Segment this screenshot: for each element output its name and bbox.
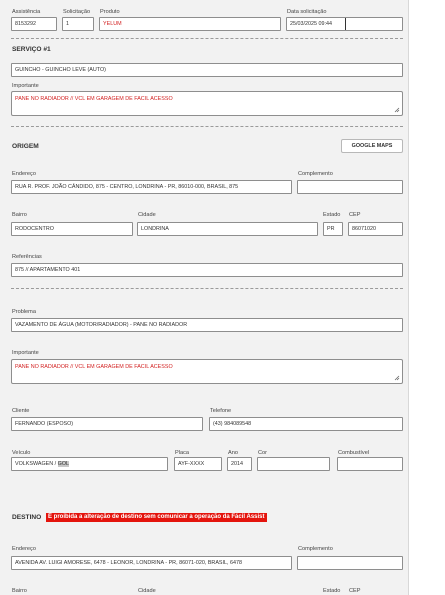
divider: [11, 126, 403, 127]
combustivel-field[interactable]: [337, 457, 403, 471]
origem-complemento-label: Complemento: [298, 171, 333, 177]
destino-cidade-label: Cidade: [138, 588, 156, 594]
data-solicitacao-label: Data solicitação: [287, 9, 327, 15]
divider: [11, 38, 403, 39]
origem-endereco-label: Endereço: [12, 171, 36, 177]
telefone-field[interactable]: (43) 984089548: [209, 417, 403, 431]
problema-field[interactable]: VAZAMENTO DE ÁGUA (MOTOR/RADIADOR) - PANE NO RADIADOR: [11, 318, 403, 332]
field-divider: [345, 18, 346, 30]
veiculo-label: Veículo: [12, 450, 31, 456]
origem-cidade-label: Cidade: [138, 212, 156, 218]
problema-importante-text: PANE NO RADIADOR // VCL EM GARAGEM DE FACIL ACESSO: [15, 364, 173, 370]
divider: [11, 288, 403, 289]
origem-estado-field[interactable]: PR: [323, 222, 343, 236]
veiculo-field[interactable]: [11, 457, 168, 471]
origem-referencias-field[interactable]: 875 // APARTAMENTO 401: [11, 263, 403, 277]
origem-estado-label: Estado: [323, 212, 341, 218]
cor-field[interactable]: [257, 457, 330, 471]
destino-warning-badge: É proibida a alteração de destino sem comunicar a operação da Fácil Assist: [48, 514, 265, 520]
cor-label: Cor: [258, 450, 268, 456]
produto-label: Produto: [100, 9, 120, 15]
solicitacao-field[interactable]: 1: [62, 17, 94, 31]
assistencia-field[interactable]: 8153292: [11, 17, 57, 31]
google-maps-button[interactable]: GOOGLE MAPS: [341, 139, 403, 153]
origem-bairro-field[interactable]: RODOCENTRO: [11, 222, 133, 236]
cliente-label: Cliente: [12, 408, 30, 414]
destino-estado-label: Estado: [323, 588, 341, 594]
servico-importante-textarea[interactable]: [11, 91, 403, 116]
origem-referencias-label: Referências: [12, 254, 42, 260]
resize-handle-icon[interactable]: [394, 375, 400, 381]
resize-handle-icon[interactable]: [394, 107, 400, 113]
produto-field[interactable]: YELUM: [99, 17, 281, 31]
destino-endereco-label: Endereço: [12, 546, 36, 552]
data-solicitacao-value: 25/03/2025 09:44: [290, 21, 332, 27]
servico-importante-text: PANE NO RADIADOR // VCL EM GARAGEM DE FACIL ACESSO: [15, 96, 173, 102]
origem-title: ORIGEM: [12, 143, 39, 150]
problema-label: Problema: [12, 309, 36, 315]
servico-title: SERVIÇO #1: [12, 46, 51, 53]
ano-label: Ano: [228, 450, 238, 456]
destino-endereco-field[interactable]: AVENIDA AV. LUIGI AMORESE, 6478 - LEONOR, LONDRINA - PR, 86071-020, BRASIL, 6478: [11, 556, 292, 570]
destino-bairro-label: Bairro: [12, 588, 27, 594]
destino-cep-label: CEP: [349, 588, 361, 594]
combustivel-label: Combustível: [338, 450, 370, 456]
origem-cep-label: CEP: [349, 212, 361, 218]
placa-label: Placa: [175, 450, 189, 456]
assistencia-label: Assistência: [12, 9, 41, 15]
data-solicitacao-field[interactable]: [286, 17, 403, 31]
origem-cep-field[interactable]: 86071020: [348, 222, 403, 236]
origem-complemento-field[interactable]: [297, 180, 403, 194]
origem-endereco-field[interactable]: RUA R. PROF. JOÃO CÂNDIDO, 875 - CENTRO, LONDRINA - PR, 86010-000, BRASIL, 875: [11, 180, 292, 194]
placa-field[interactable]: AYF-XXXX: [174, 457, 222, 471]
ano-field[interactable]: 2014: [227, 457, 252, 471]
problema-importante-label: Importante: [12, 350, 39, 356]
destino-title: DESTINO: [12, 514, 42, 521]
problema-importante-textarea[interactable]: [11, 359, 403, 384]
solicitacao-label: Solicitação: [63, 9, 91, 15]
veiculo-model-selection: GOL: [57, 461, 70, 467]
destino-complemento-label: Complemento: [298, 546, 333, 552]
origem-bairro-label: Bairro: [12, 212, 27, 218]
veiculo-make: VOLKSWAGEN /: [15, 461, 58, 467]
telefone-label: Telefone: [210, 408, 232, 414]
origem-cidade-field[interactable]: LONDRINA: [137, 222, 318, 236]
cliente-field[interactable]: FERNANDO (ESPOSO): [11, 417, 203, 431]
servico-importante-label: Importante: [12, 83, 39, 89]
destino-complemento-field[interactable]: [297, 556, 403, 570]
servico-type-field[interactable]: GUINCHO - GUINCHO LEVE (AUTO): [11, 63, 403, 77]
